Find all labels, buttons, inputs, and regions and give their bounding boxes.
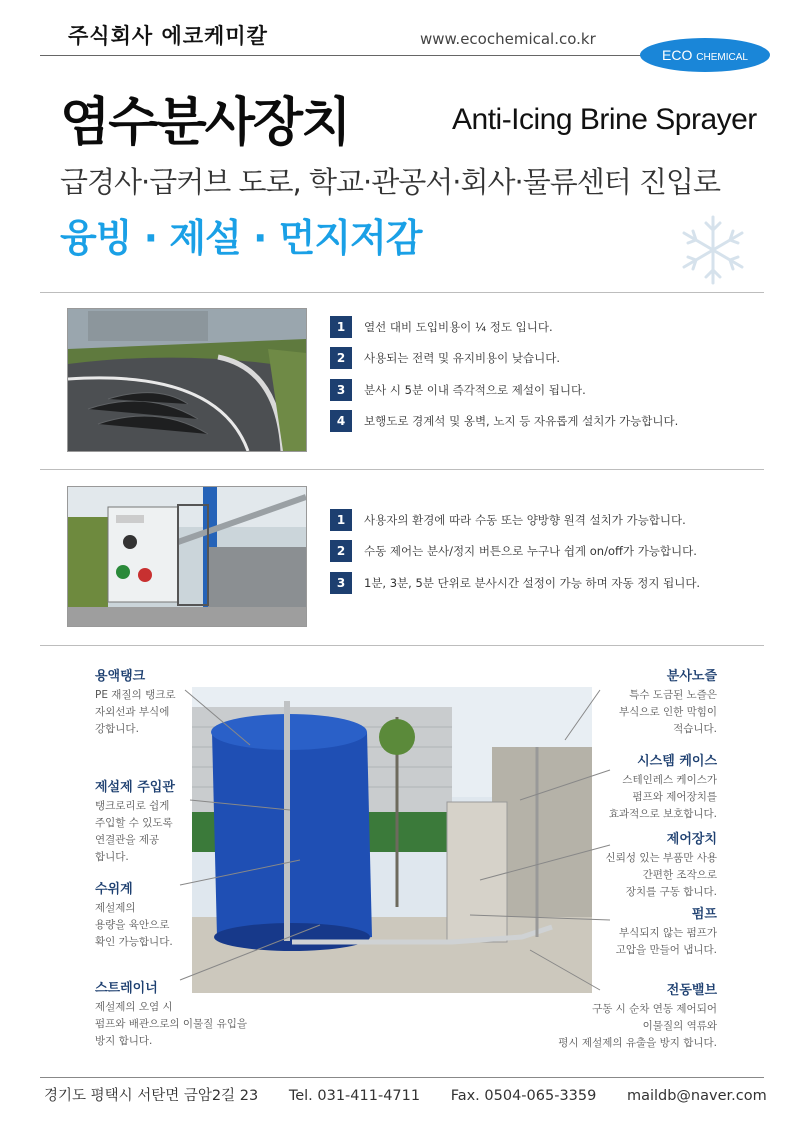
section-divider [40, 292, 764, 293]
road-photo [67, 308, 307, 452]
part-label: 스트레이너 [95, 981, 158, 996]
part-label: 시스템 케이스 [637, 754, 717, 769]
control-box-photo [67, 486, 307, 627]
part-label: 용액탱크 [95, 669, 146, 684]
feature-item [330, 570, 700, 596]
eco-logo-badge [640, 38, 770, 72]
part-label: 제어장치 [666, 832, 717, 847]
part-strainer [95, 977, 247, 1050]
part-description: 부식되지 않는 펌프가 고압을 만들어 냅니다. [615, 927, 717, 956]
feature-item [330, 345, 560, 371]
feature-item [330, 507, 686, 533]
footer-fax: Fax. 0504-065-3359 [450, 1088, 597, 1104]
part-injection-pipe [95, 776, 175, 866]
feature-number: 2 [330, 540, 352, 562]
feature-text: 사용되는 전력 및 유지비용이 낮습니다. [364, 351, 561, 365]
part-controller [606, 828, 717, 901]
feature-text: 열선 대비 도입비용이 ¼ 정도 입니다. [364, 320, 553, 334]
feature-number: 1 [330, 509, 352, 531]
part-system-case [609, 750, 717, 823]
feature-text: 보행도로 경계석 및 옹벽, 노지 등 자유롭게 설치가 가능합니다. [364, 414, 679, 428]
part-label: 펌프 [691, 907, 717, 922]
feature-number: 3 [330, 572, 352, 594]
part-label: 전동밸브 [666, 983, 717, 998]
feature-item [330, 408, 678, 434]
part-description: 구동 시 순차 연동 제어되어 이물질의 역류와 평시 제설제의 유출을 방지 합니다. [558, 1003, 717, 1049]
page-title-english: Anti-Icing Brine Sprayer [452, 103, 757, 136]
part-description: 스테인레스 케이스가 펌프와 제어장치를 효과적으로 보호합니다. [608, 774, 717, 820]
page-title: 염수분사장치 [60, 93, 350, 153]
part-pump [616, 903, 717, 959]
feature-text: 1분, 3분, 5분 단위로 분사시간 설정이 가능 하며 자동 정지 됩니다. [364, 576, 701, 590]
part-description: 제설제의 용량을 육안으로 확인 가능합니다. [95, 902, 173, 948]
part-solution-tank [95, 665, 176, 738]
tagline-highlight: 융빙 · 제설 · 먼지저감 [60, 216, 422, 260]
part-description: 특수 도금된 노즐은 부식으로 인한 막힘이 적습니다. [619, 689, 717, 735]
feature-number: 2 [330, 347, 352, 369]
snowflake-icon [676, 213, 750, 287]
part-level-gauge [95, 878, 173, 951]
footer-divider [40, 1077, 764, 1078]
section-divider [40, 469, 764, 470]
part-label: 수위계 [95, 882, 133, 897]
tagline: 급경사·급커브 도로, 학교·관공서·회사·물류센터 진입로 [60, 165, 721, 199]
feature-item [330, 377, 586, 403]
feature-text: 사용자의 환경에 따라 수동 또는 양방향 원격 설치가 가능합니다. [364, 513, 686, 527]
part-label: 분사노즐 [666, 669, 717, 684]
eco-logo-sub: CHEMICAL [696, 52, 748, 63]
feature-text: 수동 제어는 분사/정지 버튼으로 누구나 쉽게 on/off가 가능합니다. [364, 544, 697, 558]
footer-tel[interactable]: Tel. 031-411-4711 [288, 1088, 421, 1104]
feature-text: 분사 시 5분 이내 즉각적으로 제설이 됩니다. [364, 383, 586, 397]
feature-number: 4 [330, 410, 352, 432]
company-name: 주식회사 에코케미칼 [68, 24, 268, 48]
part-description: 탱크로리로 쉽게 주입할 수 있도록 연결관을 제공 합니다. [95, 800, 173, 863]
part-motorized-valve [558, 979, 717, 1052]
website-link[interactable]: www.ecochemical.co.kr [420, 30, 596, 48]
feature-item [330, 538, 697, 564]
part-label: 제설제 주입관 [95, 780, 175, 795]
part-description: 신뢰성 있는 부품만 사용 간편한 조작으로 장치를 구동 합니다. [605, 852, 717, 898]
section-divider [40, 645, 764, 646]
header-divider [40, 55, 660, 56]
part-spray-nozzle [619, 665, 717, 738]
footer-email[interactable]: maildb@naver.com [626, 1088, 767, 1104]
footer-address: 경기도 평택시 서탄면 금암2길 23 [44, 1088, 259, 1104]
part-description: 제설제의 오염 시 펌프와 배관으로의 이물질 유입을 방지 합니다. [95, 1001, 248, 1047]
eco-logo-main: ECO [662, 47, 693, 63]
feature-item [330, 314, 553, 340]
part-description: PE 재질의 탱크로 자외선과 부식에 강합니다. [95, 689, 176, 735]
footer-contact [44, 1084, 793, 1105]
feature-number: 1 [330, 316, 352, 338]
feature-number: 3 [330, 379, 352, 401]
